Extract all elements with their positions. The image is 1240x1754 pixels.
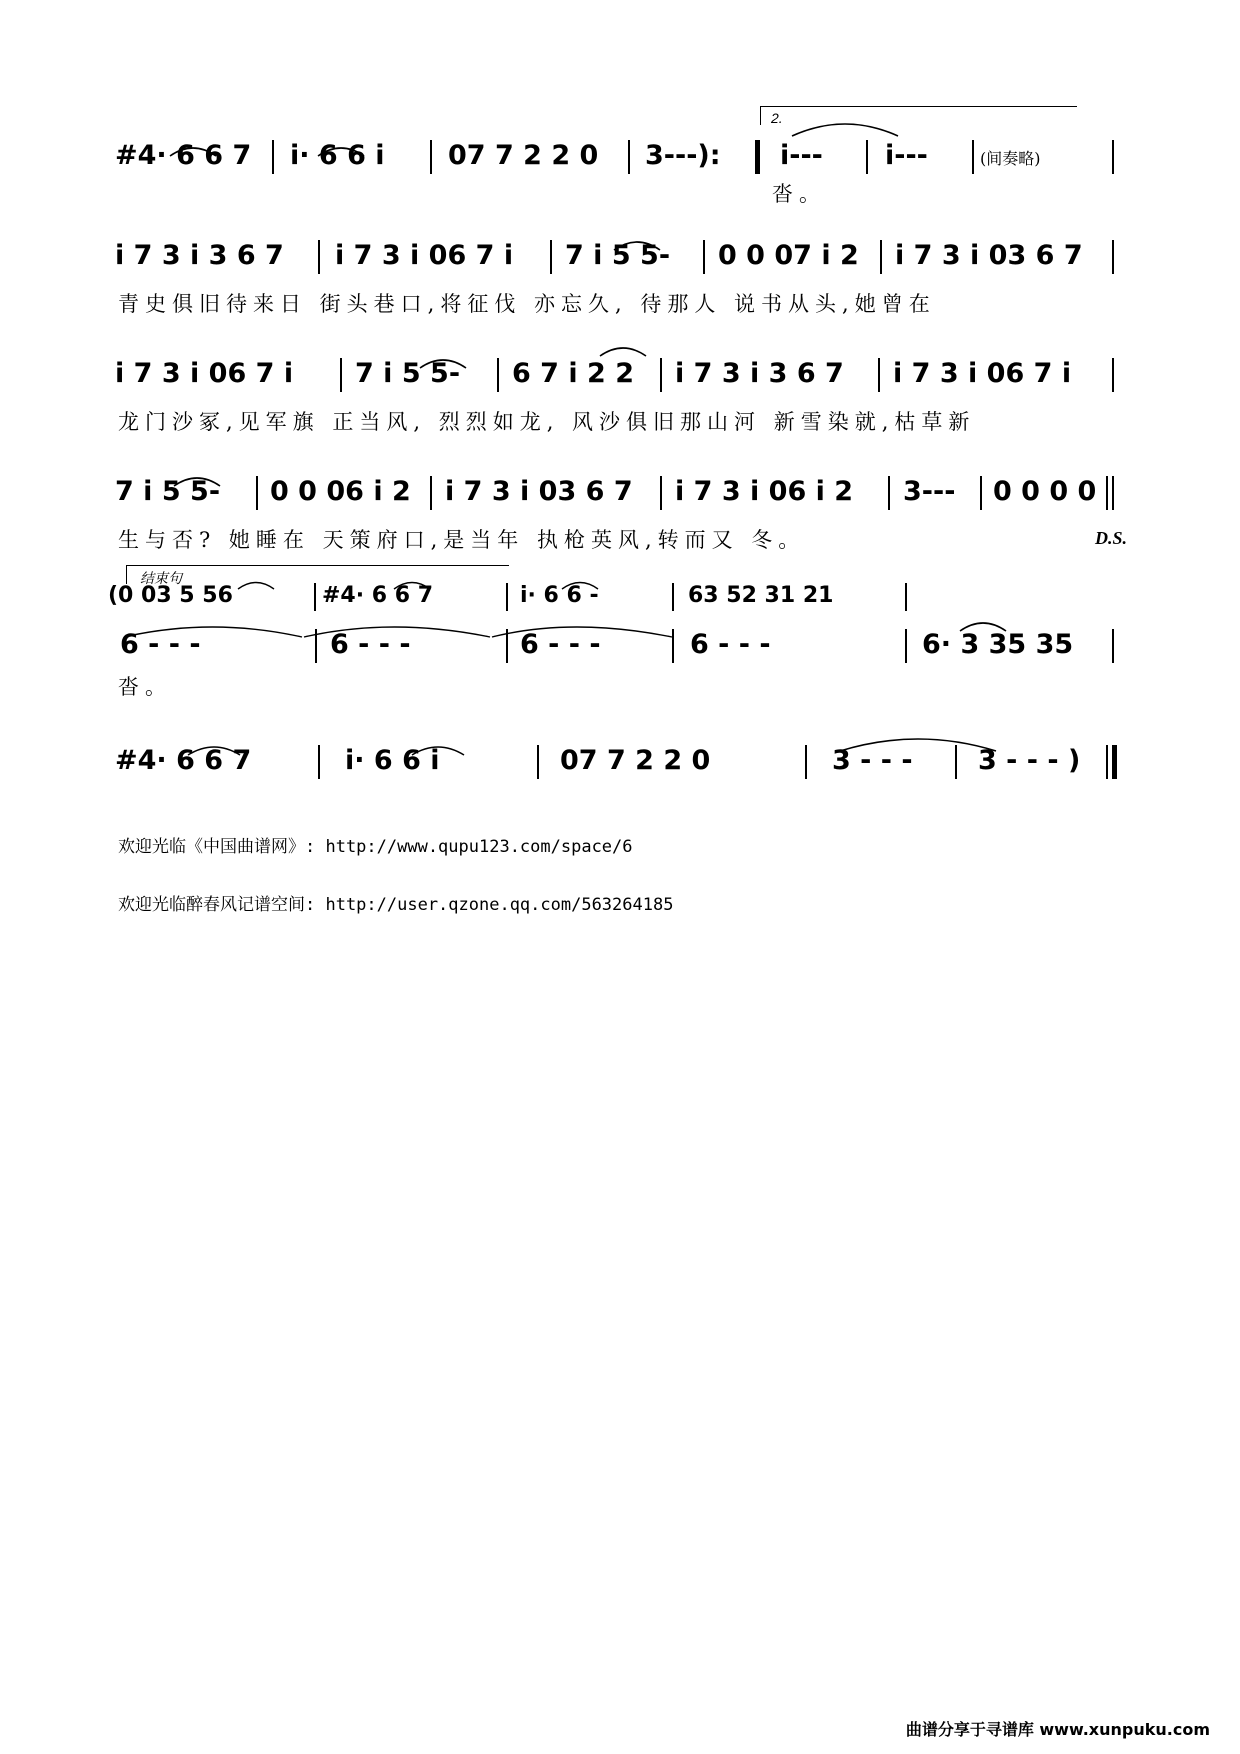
measure: 6 - - - [520,629,601,660]
barline [888,476,890,510]
measure: 7 i 5 5- [565,240,671,271]
barline [972,140,974,174]
ending-label: 结束句 [140,570,182,586]
lyric-line: 沓。 [772,182,826,206]
barline [1112,476,1114,510]
barline [660,476,662,510]
measure: 07 7 2 2 0 [448,140,599,171]
measure: i 7 3 i 06 7 i [115,358,294,389]
barline [340,358,342,392]
measure: 6 7 i 2 2 [512,358,635,389]
barline [1112,140,1114,174]
measure: 07 7 2 2 0 [560,745,711,776]
barline [430,476,432,510]
measure: #4· 6 6 7 [115,140,252,171]
measure: 6 - - - [690,629,771,660]
measure: i 7 3 i 3 6 7 [675,358,844,389]
barline [628,140,630,174]
measure: i--- [780,140,823,171]
barline [672,583,674,611]
barline [1112,629,1114,663]
lyric-line: 沓。 [118,675,172,699]
ending-bracket [126,565,509,584]
measure: i· 6 6 i [345,745,440,776]
slur [598,344,648,358]
barline [506,629,508,663]
barline [1106,745,1108,779]
measure: i 7 3 i 3 6 7 [115,240,284,271]
barline [318,745,320,779]
measure: 7 i 5 5- [355,358,461,389]
measure: 0 0 0 0 [993,476,1097,507]
measure: i 7 3 i 06 7 i [335,240,514,271]
barline [1112,240,1114,274]
barline [905,583,907,611]
upper-measure: (0 03 5 56 [108,583,233,608]
barline [315,629,317,663]
barline [880,240,882,274]
barline [980,476,982,510]
barline [866,140,868,174]
measure: 0 0 07 i 2 [718,240,859,271]
barline [805,745,807,779]
barline [1106,476,1108,510]
barline [506,583,508,611]
slur [790,118,900,138]
upper-measure: 63 52 31 21 [688,583,834,608]
interlude-note: (间奏略) [980,149,1041,168]
dal-segno-mark: D.S. [1095,528,1128,548]
barline [672,629,674,663]
barline [878,358,880,392]
volta-label: 2. [771,110,783,126]
repeat-barline [755,140,760,174]
measure: 6· 3 35 35 [922,629,1074,660]
barline [955,745,957,779]
measure: i 7 3 i 03 6 7 [445,476,633,507]
upper-measure: #4· 6 6 7 [322,583,433,608]
measure: 6 - - - [120,629,201,660]
measure: i 7 3 i 06 i 2 [675,476,854,507]
barline [703,240,705,274]
measure: 0 0 06 i 2 [270,476,411,507]
barline [497,358,499,392]
measure: i 7 3 i 03 6 7 [895,240,1083,271]
measure: 3--- [903,476,956,507]
barline [550,240,552,274]
measure: 3---): [645,140,721,171]
final-barline [1112,745,1117,779]
measure: 7 i 5 5- [115,476,221,507]
barline [256,476,258,510]
barline [272,140,274,174]
measure: 3 - - - [832,745,913,776]
barline [1112,358,1114,392]
lyric-line: 龙门沙冢,见军旗 正当风, 烈烈如龙, 风沙俱旧那山河 新雪染就,枯草新 [118,410,976,434]
footer-link-qupu: 欢迎光临《中国曲谱网》: http://www.qupu123.com/space/6 [118,837,633,857]
barline [430,140,432,174]
barline [660,358,662,392]
measure: i--- [885,140,928,171]
measure: 3 - - - ) [978,745,1081,776]
measure: #4· 6 6 7 [115,745,252,776]
upper-measure: i· 6 6 - [520,583,599,608]
measure: 6 - - - [330,629,411,660]
barline [537,745,539,779]
lyric-line: 生与否? 她睡在 天策府口,是当年 执枪英风,转而又 冬。 [118,528,806,552]
watermark-brand: 曲谱分享于寻谱库 www.xunpuku.com [905,1720,1210,1739]
barline [318,240,320,274]
footer-link-qzone: 欢迎光临醉春风记谱空间: http://user.qzone.qq.com/563264185 [118,895,674,915]
measure: i· 6 6 i [290,140,385,171]
lyric-line: 青史俱旧待来日 街头巷口,将征伐 亦忘久, 待那人 说书从头,她曾在 [118,292,936,316]
slur [236,579,276,591]
barline [314,583,316,611]
measure: i 7 3 i 06 7 i [893,358,1072,389]
barline [905,629,907,663]
